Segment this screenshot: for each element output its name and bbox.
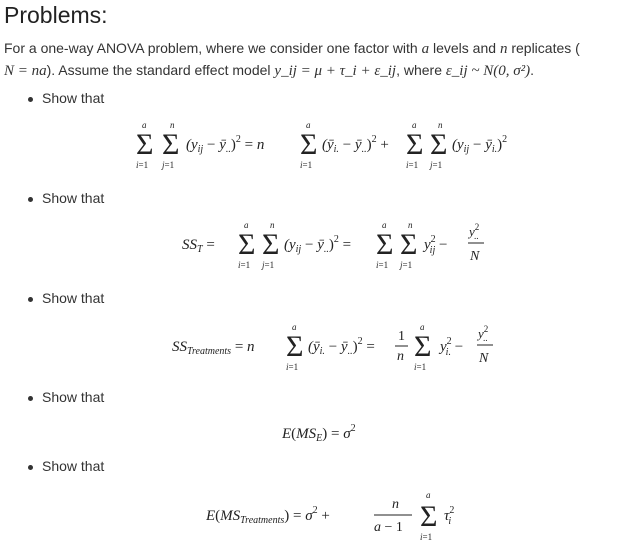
svg-text:a: a [426, 490, 431, 500]
svg-text:Σ: Σ [400, 228, 418, 261]
equation-1 [136, 118, 536, 174]
equation-2 [182, 218, 502, 276]
bullet-label: Show that [42, 458, 105, 474]
error-distribution: ε_ij ~ N(0, σ²) [445, 63, 531, 79]
bullet-dot [28, 197, 33, 202]
equation-4 [282, 418, 392, 446]
svg-text:SST =: $SS_T$ = [182, 237, 215, 255]
svg-text:N: N [470, 249, 480, 264]
svg-text:Σ: Σ [238, 228, 256, 261]
svg-text:a: a [412, 120, 417, 130]
svg-text:y2i. −: $y^2$ i. − [440, 336, 464, 358]
svg-text:n: n [392, 497, 399, 512]
svg-text:(yij − ȳ..)2 =: ($y_{ij}$ − $ȳ_{..})^2$ = [284, 234, 352, 255]
svg-text:a: a [142, 120, 147, 130]
svg-text:(yij − ȳi.)2: ($y_{ij}$ − $ȳ_{i.})^2$ [452, 134, 508, 155]
svg-text:Σ: Σ [430, 128, 448, 161]
svg-text:Σ: Σ [414, 330, 432, 363]
intro-paragraph [4, 38, 616, 82]
svg-text:E(MSE) = σ2: $E(MS_E) = \sigma^2$ [282, 423, 356, 444]
svg-text:y2..: $y^2$ .. [478, 324, 489, 343]
svg-text:Σ: Σ [376, 228, 394, 261]
svg-text:i=1: i=1 [406, 160, 419, 170]
svg-text:n: n [170, 120, 175, 130]
intro-text-f: . [530, 62, 535, 78]
equation-5 [206, 486, 486, 546]
svg-text:Σ: Σ [136, 128, 154, 161]
bullet-3 [28, 290, 104, 306]
intro-text-e: , where [396, 62, 442, 78]
svg-text:a: a [244, 220, 249, 230]
bullet-5 [28, 458, 104, 474]
bullet-label: Show that [42, 90, 105, 106]
equation-3 [172, 318, 512, 374]
bullet-label: Show that [42, 190, 105, 206]
svg-text:Σ: Σ [300, 128, 318, 161]
svg-text:y2..: $y^2$ .. [469, 222, 480, 241]
svg-text:i=1: i=1 [238, 260, 251, 270]
svg-text:i=1: i=1 [136, 160, 149, 170]
svg-text:Σ: Σ [162, 128, 180, 161]
bullet-label: Show that [42, 290, 105, 306]
svg-text:a: a [292, 322, 297, 332]
svg-text:n: n [270, 220, 275, 230]
svg-text:n: n [438, 120, 443, 130]
svg-text:Σ: Σ [406, 128, 424, 161]
svg-text:a: a [382, 220, 387, 230]
svg-text:(ȳi. − ȳ..)2 +: ($ȳ_{i.}$ − $ȳ_{..})^2$ + [322, 134, 389, 155]
svg-text:n: n [397, 349, 404, 364]
svg-text:i=1: i=1 [414, 362, 427, 372]
svg-text:j=1: j=1 [262, 260, 275, 270]
svg-text:τ2i: $\tau^2$ i [444, 505, 455, 527]
svg-text:j=1: j=1 [430, 160, 443, 170]
svg-text:N: N [479, 351, 489, 366]
bullet-label: Show that [42, 389, 105, 405]
intro-text-b: levels and [433, 40, 497, 56]
intro-text-d: ). Assume the standard effect model [46, 62, 271, 78]
intro-text-a: For a one-way ANOVA problem, where we consider one factor with [4, 40, 418, 56]
model-equation: y_ij = μ + τ_i + ε_ij [274, 63, 397, 79]
svg-text:Σ: Σ [420, 500, 438, 533]
bullet-dot [28, 97, 33, 102]
bullet-dot [28, 396, 33, 401]
svg-text:SSTreatments = n: $SS_{Treatments} = n$ [172, 339, 255, 357]
bullet-dot [28, 465, 33, 470]
svg-text:a − 1: a − 1 [374, 520, 403, 535]
svg-text:i=1: i=1 [420, 532, 433, 542]
var-n: n [499, 41, 508, 57]
svg-text:1: 1 [398, 329, 405, 344]
svg-text:Σ: Σ [286, 330, 304, 363]
intro-text-c: replicates ( [511, 40, 580, 56]
page-title: Problems: [4, 2, 108, 28]
svg-text:j=1: j=1 [162, 160, 175, 170]
eq-N: N = na [4, 63, 47, 79]
bullet-dot [28, 297, 33, 302]
svg-text:y2ij −: $y^2$ ij − [424, 234, 448, 256]
svg-text:n: n [408, 220, 413, 230]
svg-text:j=1: j=1 [400, 260, 413, 270]
svg-text:i=1: i=1 [300, 160, 313, 170]
var-a: a [421, 41, 430, 57]
svg-text:a: a [306, 120, 311, 130]
bullet-1 [28, 90, 104, 106]
svg-text:E(MSTreatments) = σ2 +: $E(MS_{Treatments}) = \sigma^2$ + [206, 505, 330, 526]
svg-text:Σ: Σ [262, 228, 280, 261]
svg-text:(ȳi. − ȳ..)2 =: ($ȳ_{i.}$ − $ȳ_{..})^2$ = [308, 336, 375, 357]
svg-text:(yij − ȳ..)2 = n: ($y_{ij}$ − $ȳ_{..})^2 = n$ [186, 134, 265, 155]
svg-text:a: a [420, 322, 425, 332]
bullet-4 [28, 389, 104, 405]
svg-text:i=1: i=1 [286, 362, 299, 372]
bullet-2 [28, 190, 104, 206]
svg-text:i=1: i=1 [376, 260, 389, 270]
